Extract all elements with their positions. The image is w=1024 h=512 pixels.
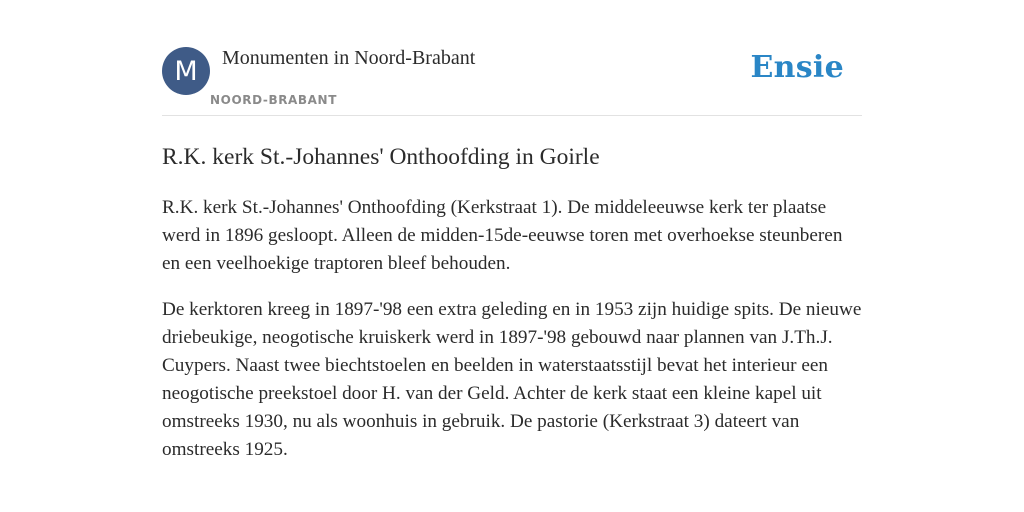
article-title: R.K. kerk St.-Johannes' Onthoofding in Goirle <box>162 144 600 170</box>
article-card <box>162 46 862 464</box>
category-label[interactable]: NOORD-BRABANT <box>210 93 337 107</box>
brand-logo[interactable]: Ensie <box>750 50 844 85</box>
collection-title[interactable]: Monumenten in Noord-Brabant <box>222 47 476 69</box>
article-paragraph: R.K. kerk St.-Johannes' Onthoofding (Kerkstraat 1). De middeleeuwse kerk ter plaatse werd in 1896 gesloopt. Alleen de midden-15de-eeuwse toren met overhoekse steunberen en een veelhoekige traptoren bleef behouden. <box>162 197 843 274</box>
header <box>162 46 862 116</box>
article-paragraph: De kerktoren kreeg in 1897-'98 een extra geleding en in 1953 zijn huidige spits. De nieuwe driebeukige, neogotische kruiskerk werd in 1897-'98 gebouwd naar plannen van J.Th.J. Cuypers. Naast twee biechtstoelen en beelden in waterstaatsstijl bevat het interieur een neogotische preekstoel door H. van der Geld. Achter de kerk staat een kleine kapel uit omstreeks 1930, nu als woonhuis in gebruik. De pastorie (Kerkstraat 3) dateert van omstreeks 1925. <box>162 299 862 460</box>
collection-avatar[interactable]: M <box>162 47 210 95</box>
